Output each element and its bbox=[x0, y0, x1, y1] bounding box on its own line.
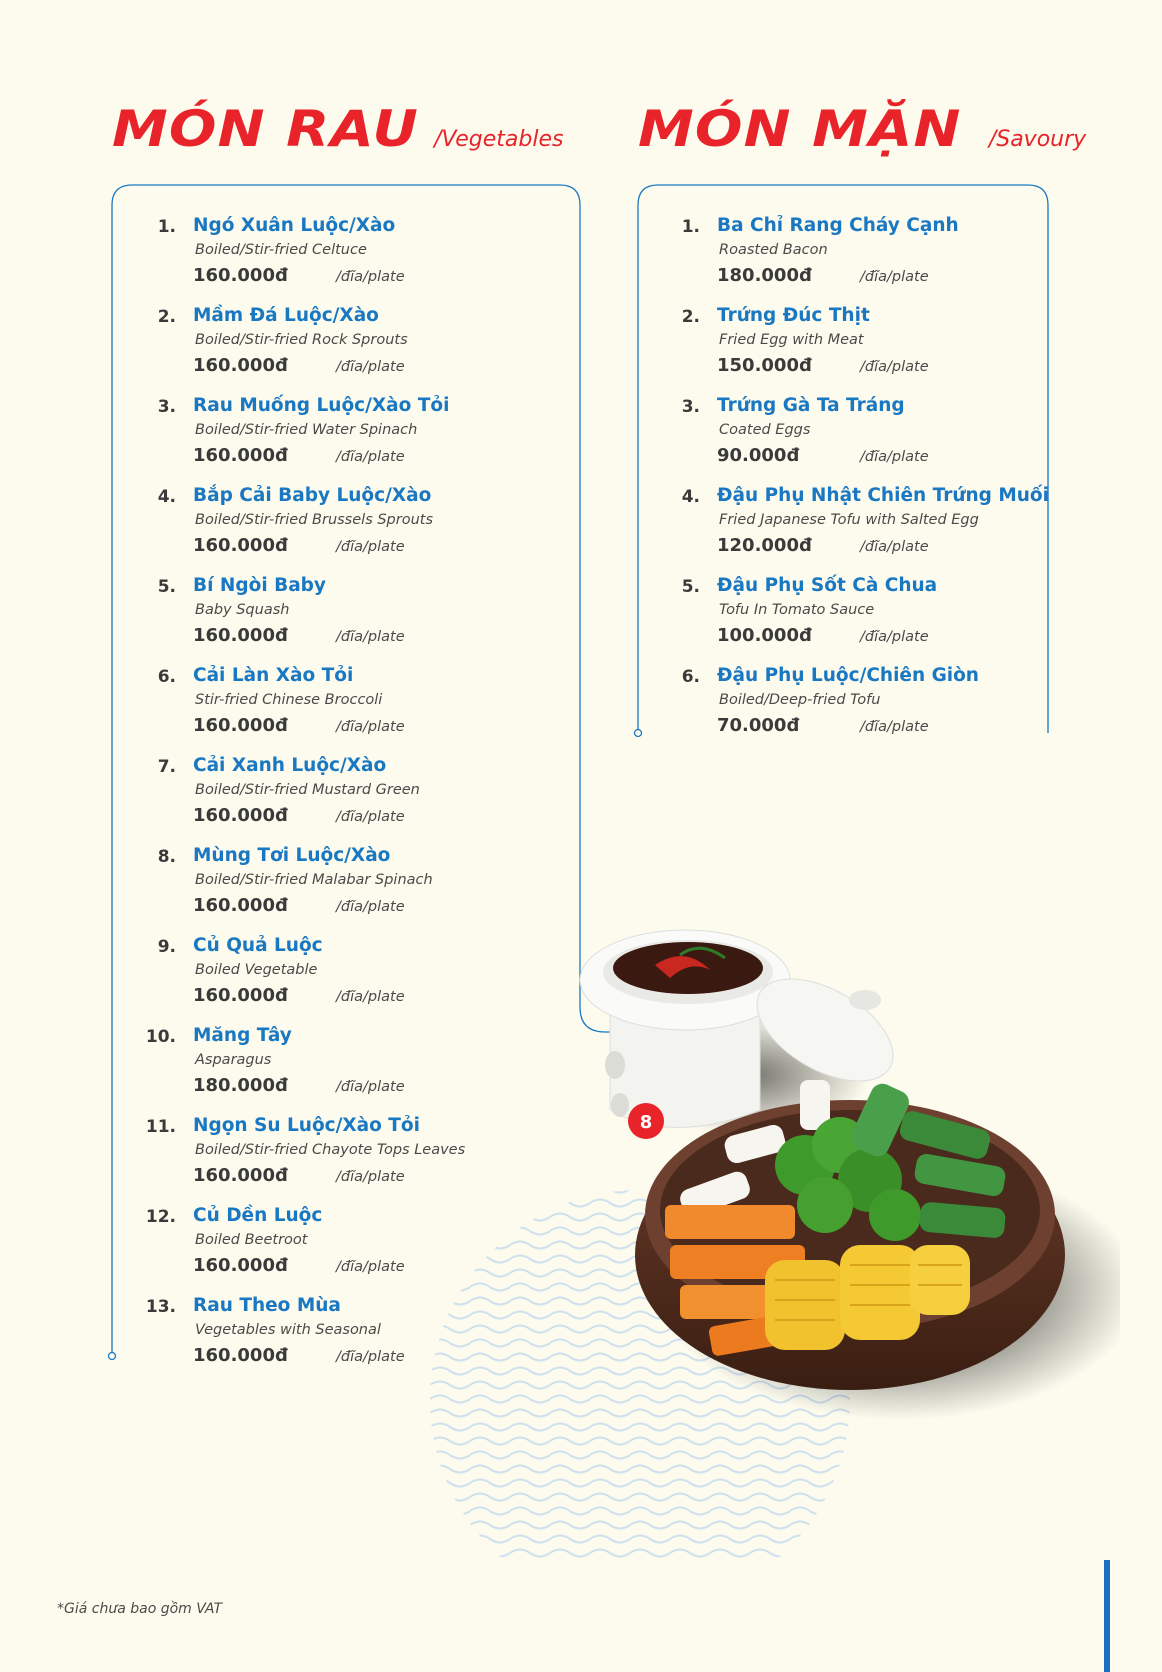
item-price: 160.000đ bbox=[193, 1345, 288, 1366]
item-number: 1. bbox=[681, 217, 700, 237]
item-english-name: Boiled/Stir-fried Mustard Green bbox=[195, 782, 420, 798]
item-price: 160.000đ bbox=[193, 895, 288, 916]
item-price: 160.000đ bbox=[193, 715, 288, 736]
dish-photo bbox=[430, 860, 1120, 1560]
item-name: Rau Theo Mùa bbox=[193, 1295, 341, 1316]
item-unit: /đĩa/plate bbox=[336, 269, 405, 285]
item-number: 11. bbox=[145, 1117, 176, 1137]
item-unit: /đĩa/plate bbox=[336, 1169, 405, 1185]
item-english-name: Fried Japanese Tofu with Salted Egg bbox=[719, 512, 979, 528]
item-english-name: Tofu In Tomato Sauce bbox=[719, 602, 875, 618]
item-price: 120.000đ bbox=[717, 535, 812, 556]
item-price: 160.000đ bbox=[193, 445, 288, 466]
item-name: Bí Ngòi Baby bbox=[193, 575, 326, 596]
item-unit: /đĩa/plate bbox=[336, 449, 405, 465]
item-number: 5. bbox=[157, 577, 176, 597]
item-english-name: Coated Eggs bbox=[719, 422, 811, 438]
item-english-name: Boiled/Stir-fried Chayote Tops Leaves bbox=[195, 1142, 466, 1158]
item-number: 7. bbox=[157, 757, 176, 777]
item-unit: /đĩa/plate bbox=[860, 359, 929, 375]
item-unit: /đĩa/plate bbox=[860, 269, 929, 285]
photo-number-label: 8 bbox=[639, 1112, 653, 1133]
savoury-title: MÓN MẶN bbox=[638, 100, 962, 158]
item-name: Trứng Gà Ta Tráng bbox=[717, 395, 905, 416]
item-number: 12. bbox=[145, 1207, 176, 1227]
item-name: Mầm Đá Luộc/Xào bbox=[193, 305, 379, 326]
item-unit: /đĩa/plate bbox=[860, 539, 929, 555]
item-price: 100.000đ bbox=[717, 625, 812, 646]
item-price: 160.000đ bbox=[193, 1255, 288, 1276]
item-unit: /đĩa/plate bbox=[336, 989, 405, 1005]
item-name: Cải Làn Xào Tỏi bbox=[193, 665, 354, 686]
item-price: 160.000đ bbox=[193, 355, 288, 376]
item-name: Măng Tây bbox=[193, 1025, 292, 1046]
item-unit: /đĩa/plate bbox=[336, 539, 405, 555]
item-price: 160.000đ bbox=[193, 265, 288, 286]
item-price: 160.000đ bbox=[193, 1165, 288, 1186]
page-edge-bar bbox=[1104, 1560, 1110, 1672]
item-name: Củ Quả Luộc bbox=[193, 935, 323, 956]
item-english-name: Boiled Beetroot bbox=[195, 1232, 308, 1248]
item-number: 1. bbox=[157, 217, 176, 237]
item-unit: /đĩa/plate bbox=[860, 629, 929, 645]
item-name: Rau Muống Luộc/Xào Tỏi bbox=[193, 395, 450, 416]
item-unit: /đĩa/plate bbox=[336, 809, 405, 825]
item-english-name: Boiled/Stir-fried Brussels Sprouts bbox=[195, 512, 434, 528]
item-number: 4. bbox=[681, 487, 700, 507]
item-price: 180.000đ bbox=[193, 1075, 288, 1096]
item-number: 9. bbox=[157, 937, 176, 957]
item-price: 150.000đ bbox=[717, 355, 812, 376]
item-unit: /đĩa/plate bbox=[336, 1079, 405, 1095]
item-price: 160.000đ bbox=[193, 625, 288, 646]
item-name: Đậu Phụ Sốt Cà Chua bbox=[717, 575, 938, 596]
item-price: 70.000đ bbox=[717, 715, 800, 736]
vegetables-subtitle: /Vegetables bbox=[434, 127, 564, 152]
item-unit: /đĩa/plate bbox=[336, 899, 405, 915]
item-name: Cải Xanh Luộc/Xào bbox=[193, 755, 387, 776]
item-english-name: Boiled/Stir-fried Malabar Spinach bbox=[195, 872, 433, 888]
item-english-name: Boiled/Deep-fried Tofu bbox=[719, 692, 881, 708]
item-english-name: Boiled/Stir-fried Celtuce bbox=[195, 242, 367, 258]
item-unit: /đĩa/plate bbox=[860, 719, 929, 735]
item-name: Đậu Phụ Luộc/Chiên Giòn bbox=[717, 665, 979, 686]
item-name: Ba Chỉ Rang Cháy Cạnh bbox=[717, 215, 959, 236]
item-number: 6. bbox=[157, 667, 176, 687]
item-number: 4. bbox=[157, 487, 176, 507]
item-english-name: Roasted Bacon bbox=[719, 242, 828, 258]
item-number: 13. bbox=[145, 1297, 176, 1317]
item-english-name: Baby Squash bbox=[195, 602, 290, 618]
item-unit: /đĩa/plate bbox=[860, 449, 929, 465]
item-number: 3. bbox=[157, 397, 176, 417]
item-number: 5. bbox=[681, 577, 700, 597]
item-unit: /đĩa/plate bbox=[336, 1349, 405, 1365]
item-price: 160.000đ bbox=[193, 535, 288, 556]
item-name: Ngó Xuân Luộc/Xào bbox=[193, 215, 396, 236]
item-english-name: Fried Egg with Meat bbox=[719, 332, 864, 348]
item-name: Trứng Đúc Thịt bbox=[717, 305, 870, 326]
item-price: 180.000đ bbox=[717, 265, 812, 286]
item-english-name: Boiled/Stir-fried Water Spinach bbox=[195, 422, 418, 438]
item-english-name: Asparagus bbox=[195, 1052, 272, 1068]
item-number: 8. bbox=[157, 847, 176, 867]
item-name: Mùng Tơi Luộc/Xào bbox=[193, 845, 391, 866]
item-price: 160.000đ bbox=[193, 985, 288, 1006]
item-unit: /đĩa/plate bbox=[336, 359, 405, 375]
item-name: Đậu Phụ Nhật Chiên Trứng Muối bbox=[717, 485, 1049, 506]
item-english-name: Boiled/Stir-fried Rock Sprouts bbox=[195, 332, 408, 348]
item-number: 10. bbox=[145, 1027, 176, 1047]
item-unit: /đĩa/plate bbox=[336, 1259, 405, 1275]
item-unit: /đĩa/plate bbox=[336, 719, 405, 735]
savoury-subtitle: /Savoury bbox=[988, 127, 1087, 152]
item-price: 90.000đ bbox=[717, 445, 800, 466]
item-number: 3. bbox=[681, 397, 700, 417]
savoury-heading bbox=[638, 100, 1086, 158]
vegetables-heading bbox=[112, 100, 563, 158]
item-english-name: Boiled Vegetable bbox=[195, 962, 318, 978]
item-number: 2. bbox=[681, 307, 700, 327]
item-number: 6. bbox=[681, 667, 700, 687]
item-english-name: Vegetables with Seasonal bbox=[195, 1322, 381, 1338]
vegetables-title: MÓN RAU bbox=[112, 100, 419, 158]
item-number: 2. bbox=[157, 307, 176, 327]
item-price: 160.000đ bbox=[193, 805, 288, 826]
item-unit: /đĩa/plate bbox=[336, 629, 405, 645]
item-name: Bắp Cải Baby Luộc/Xào bbox=[193, 485, 432, 506]
item-name: Ngọn Su Luộc/Xào Tỏi bbox=[193, 1115, 420, 1136]
item-english-name: Stir-fried Chinese Broccoli bbox=[195, 692, 383, 708]
vat-footnote: *Giá chưa bao gồm VAT bbox=[57, 1601, 222, 1617]
item-name: Củ Dền Luộc bbox=[193, 1205, 323, 1226]
